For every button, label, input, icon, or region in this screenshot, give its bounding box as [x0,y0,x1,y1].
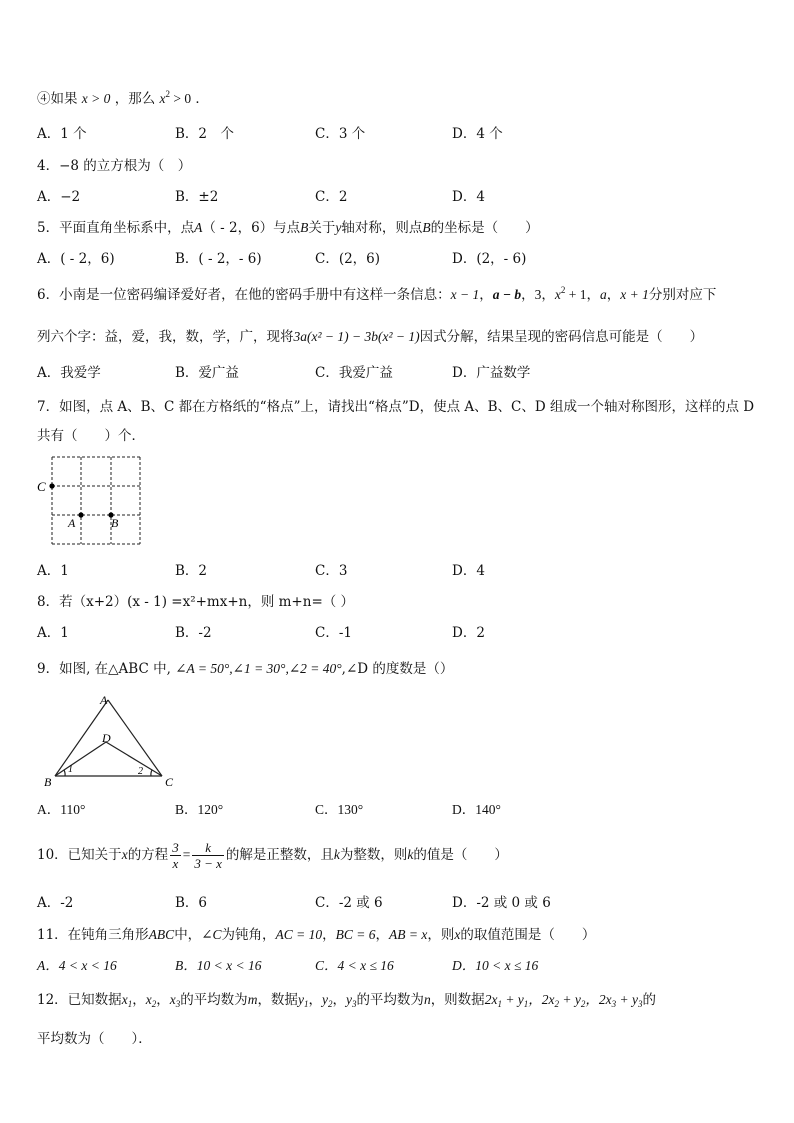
triangle-name: ABC [148,927,175,942]
stem-text: 的方程 [127,847,169,863]
statement-label: ④如果 [37,91,78,107]
grid-lines [52,457,140,544]
q10-stem [37,836,508,874]
label-a: A [100,693,108,707]
q10-option-c[interactable]: C．-2 或 6 [315,895,383,911]
stem-text: 11．在钝角三角形 [37,927,149,943]
numerator: 3 [172,840,179,855]
data-x2: $x_2$ [145,992,157,1009]
label-c: C [165,775,174,789]
q7-stem-line2: 共有（ ）个． [37,428,145,444]
stem-text: 的 [642,992,657,1008]
q11-option-c[interactable]: C．4 < x ≤ 16 [315,958,394,973]
q8-option-d[interactable]: D．2 [452,625,485,641]
stem-text: 6．小南是一位密码编译爱好者，在他的密码手册中有这样一条信息： [37,287,451,303]
angle-condition: ∠A = 50°,∠1 = 30°,∠2 = 40° [175,661,342,676]
q7-stem-line1: 7．如图，点 A、B、C 都在方格纸的“格点”上，请找出“格点”D，使点 A、B、C、D 组成一个轴对称图形，这样的点 D [37,399,755,415]
code-expr: a [600,287,607,302]
var-k: k [407,847,414,862]
q3-option-b[interactable]: B．2 个 [175,126,235,142]
q7-option-a[interactable]: A．1 [37,563,69,579]
q5-option-a[interactable]: A．( - 2，6) [37,251,115,267]
data-x3: $x_3$ [169,992,181,1009]
stem-text: 的坐标是（ ） [430,220,539,236]
var-x: x [454,927,461,942]
q4-stem: 4．−8 的立方根为（ ） [37,158,192,174]
stem-text: ,∠D 的度数是（） [341,661,454,677]
equals-sign: = [182,847,191,862]
q10-option-b[interactable]: B．6 [175,895,208,911]
stem-text: （ - 2，6）与点 [202,220,301,236]
stem-text: 的值是（ ） [413,847,508,863]
q5-option-c[interactable]: C．(2，6) [315,251,381,267]
q9-option-c[interactable]: C．130° [315,802,364,817]
mean-n: n [423,992,431,1007]
code-expr: + 1 [565,287,587,302]
q6-stem-line1: 6．小南是一位密码编译爱好者，在他的密码手册中有这样一条信息：x − 1，a − b，3，$x^2 + 1$，a，x + 1分别对应下 [37,285,717,303]
stem-text: 5．平面直角坐标系中，点 [37,220,195,236]
data-x-set: $x_1$ [121,992,133,1009]
stem-text: 的平均数为 [180,992,248,1008]
stem-text: 的取值范围是（ ） [460,927,596,943]
q6-option-b[interactable]: B．爱广益 [175,365,239,381]
code-expr: 3 [534,287,542,302]
q4-option-c[interactable]: C．2 [315,189,348,205]
q6-option-c[interactable]: C．我爱广益 [315,365,393,381]
side-ac: AC = 10 [275,927,323,942]
result-var: x [159,91,166,106]
q5-stem [37,219,539,237]
q8-stem: 8．若（x+2）(x - 1) =x²+mx+n，则 m+n=（ ） [37,594,355,610]
label-c: C [37,479,46,494]
stem-text: 的解是正整数，且 [225,847,334,863]
exponent: 2 [560,285,566,295]
q6-stem-line2 [37,328,703,346]
q9-option-a[interactable]: A．110° [37,802,86,817]
fraction-3-over-x [170,840,181,871]
q3-option-d[interactable]: D．4 个 [452,126,503,142]
label-b: B [44,775,52,789]
combined-data: $2x_1 + y_1$，$2x_2 + y_2$，$2x_3 + y_3$ [484,992,643,1009]
q12-stem-line2: 平均数为（ ）． [37,1031,152,1047]
q7-option-c[interactable]: C．3 [315,563,348,579]
q3-option-a[interactable]: A．1 个 [37,126,87,142]
q5-option-b[interactable]: B．( - 2，- 6) [175,251,262,267]
exponent: 2 [165,89,170,99]
stem-text: 因式分解，结果呈现的密码信息可能是（ ） [419,329,704,345]
data-y2: $y_2$ [321,992,333,1009]
var-x: x [121,847,128,862]
stem-text: 中， [174,927,202,943]
q5-option-d[interactable]: D．(2，- 6) [452,251,527,267]
label-d: D [102,731,111,745]
stem-text: 10．已知关于 [37,847,122,863]
stem-text: ，则数据 [430,992,485,1008]
stem-text: 的平均数为 [356,992,424,1008]
code-expr: x + 1 [620,287,649,302]
stem-text: ，数据 [257,992,298,1008]
q8-option-a[interactable]: A．1 [37,625,69,641]
q8-option-c[interactable]: C．-1 [315,625,352,641]
q11-option-a[interactable]: A．4 < x < 16 [37,958,117,973]
q7-grid-figure [34,452,146,548]
q9-triangle-figure [40,692,180,790]
stem-text: 分别对应下 [648,287,717,303]
numerator: k [205,840,211,855]
point-b: B [422,220,431,235]
stem-text: 关于 [308,220,336,236]
stem-text: ，则 [427,927,455,943]
statement-text: ，那么 [114,91,156,107]
factor-expr: 3a(x² − 1) − 3b(x² − 1) [293,329,420,344]
q10-option-d[interactable]: D．-2 或 0 或 6 [452,895,551,911]
label-angle-2: 2 [138,766,143,777]
fraction-k-over-3-minus-x [192,840,224,871]
q3-statement-4 [37,90,209,108]
stem-text: 12．已知数据 [37,992,122,1008]
q11-option-d[interactable]: D．10 < x ≤ 16 [452,958,539,973]
denominator: x [170,855,181,871]
q4-option-d[interactable]: D．4 [452,189,485,205]
q9-option-d[interactable]: D．140° [452,802,501,817]
code-expr: a − b [492,287,522,302]
label-angle-1: 1 [68,764,73,775]
q6-option-a[interactable]: A．我爱学 [37,365,101,381]
q7-option-d[interactable]: D．4 [452,563,485,579]
q6-option-d[interactable]: D．广益数学 [452,365,531,381]
point-b: B [300,220,309,235]
data-y3: $y_3$ [345,992,357,1009]
q9-option-b[interactable]: B．120° [175,802,224,817]
stem-text: 9．如图, 在△ABC 中, [37,661,171,677]
data-y1: $y_1$ [297,992,309,1009]
q10-option-a[interactable]: A．-2 [37,895,74,911]
denominator: 3 − x [194,856,222,871]
q4-option-b[interactable]: B．±2 [175,189,219,205]
point-c [49,483,54,488]
q9-stem [37,660,453,678]
axis-y: y [335,220,342,235]
q11-option-b[interactable]: B．10 < x < 16 [175,958,262,973]
code-expr: x [554,287,561,302]
side-bc: BC = 6 [335,927,376,942]
q11-stem: 11．在钝角三角形ABC中，∠C为钝角，AC = 10，BC = 6，AB = x，则x的取值范围是（ ） [37,927,596,943]
point-a: A [194,220,203,235]
result-expr: > 0 [170,91,192,106]
angle-c: ∠C [201,927,222,942]
mean-m: m [247,992,258,1007]
stem-text: 为钝角， [221,927,276,943]
q7-option-b[interactable]: B．2 [175,563,208,579]
q8-option-b[interactable]: B．-2 [175,625,212,641]
point-a [78,512,83,517]
stem-text: 为整数，则 [339,847,408,863]
condition-expr: x > 0 [81,91,111,106]
side-ab: AB = x [389,927,428,942]
stem-text: 列六个字：益，爱，我，数，学，广，现将 [37,329,294,345]
stem-text: 轴对称，则点 [341,220,423,236]
q12-stem-line1: 12．已知数据$x_1$，$x_2$，$x_3$的平均数为m，数据$y_1$，$y_2$，$y_3$的平均数为n，则数据$2x_1 + y_1$，$2x_2 + y_2$，$2x_3 + y_3$的 [37,992,657,1009]
var-k: k [333,847,340,862]
q4-option-a[interactable]: A．−2 [37,189,81,205]
label-a: A [68,516,76,530]
q3-option-c[interactable]: C．3 个 [315,126,366,142]
code-expr: x − 1 [450,287,480,302]
period: ． [195,91,209,107]
label-b: B [111,516,119,530]
